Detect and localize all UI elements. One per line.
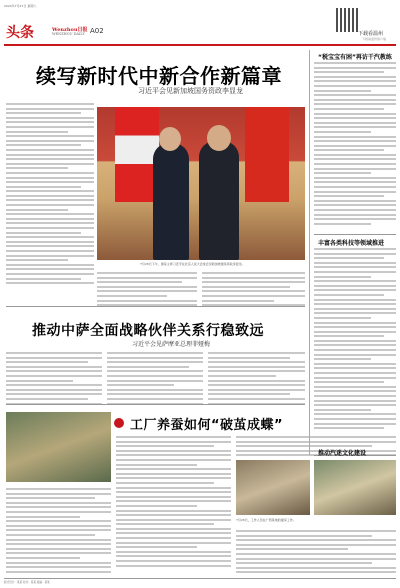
download-sub: 下载看温州客户端	[362, 37, 387, 41]
newspaper-logo: Wenzhou日报	[52, 27, 88, 33]
right-divider-1	[314, 234, 396, 235]
page-header	[0, 0, 400, 50]
leader-right-head	[207, 125, 231, 151]
section-tag: 头条	[6, 25, 34, 41]
lead-photo[interactable]	[97, 107, 305, 260]
right-column-divider	[309, 50, 310, 455]
page-number: A02	[90, 27, 104, 35]
leader-left	[153, 143, 189, 260]
third-photo-caption: 7月26日，工作人员在广西某地的蚕房工作。	[236, 518, 296, 522]
third-text-col-2	[116, 436, 231, 569]
second-subheadline: 习近平会见萨摩亚总理菲娅梅	[132, 341, 211, 348]
right-story-2-text	[314, 248, 396, 432]
third-text-col-1	[6, 488, 111, 575]
lead-photo-caption: 7月26日下午，国家主席习近平在北京人民大会堂会见新加坡国务资政李显龙。	[140, 262, 245, 266]
section-marker-icon	[114, 418, 124, 428]
leader-left-head	[159, 127, 181, 151]
third-text-col-4	[236, 530, 396, 576]
right-story-1-text	[314, 62, 396, 227]
second-text-col-1	[6, 352, 102, 407]
section-divider-2	[6, 404, 305, 405]
right-story-1-title: “税宝宝有困”再访干汽教练	[318, 54, 392, 61]
silkworm-photo-1[interactable]	[6, 412, 111, 482]
qr-code-icon[interactable]	[336, 8, 360, 32]
silkworm-photo-3[interactable]	[314, 460, 396, 515]
newspaper-logo-sub: WENZHOU DAILY	[52, 32, 85, 36]
lead-subheadline: 习近平会见新加坡国务资政李显龙	[138, 87, 243, 95]
third-headline: 工厂养蚕如何“破茧成蝶”	[130, 418, 284, 433]
right-story-2-title: 丰富各类科技等领域推进	[318, 240, 385, 247]
second-text-col-3	[208, 352, 305, 407]
leader-right	[199, 141, 239, 260]
lead-text-col-2	[97, 272, 197, 309]
second-text-col-2	[107, 352, 203, 407]
lead-headline: 续写新时代中新合作新篇章	[36, 64, 282, 88]
header-rule	[4, 44, 396, 46]
silkworm-photo-2[interactable]	[236, 460, 310, 515]
china-flag	[245, 107, 289, 202]
page-footer: 版式设计：某某 校对：某某 美编：某某	[4, 578, 396, 584]
lead-text-col-1	[6, 103, 94, 287]
second-headline: 推动中萨全面战略伙伴关系行稳致远	[32, 323, 264, 339]
download-label[interactable]: 下载看温州	[358, 31, 384, 37]
date-line: 2024年7月27日 星期六	[4, 4, 37, 8]
lead-text-col-3	[202, 272, 305, 309]
right-story-3-title: 推动汽迷文化建设	[318, 450, 367, 457]
section-divider-1	[6, 306, 305, 307]
